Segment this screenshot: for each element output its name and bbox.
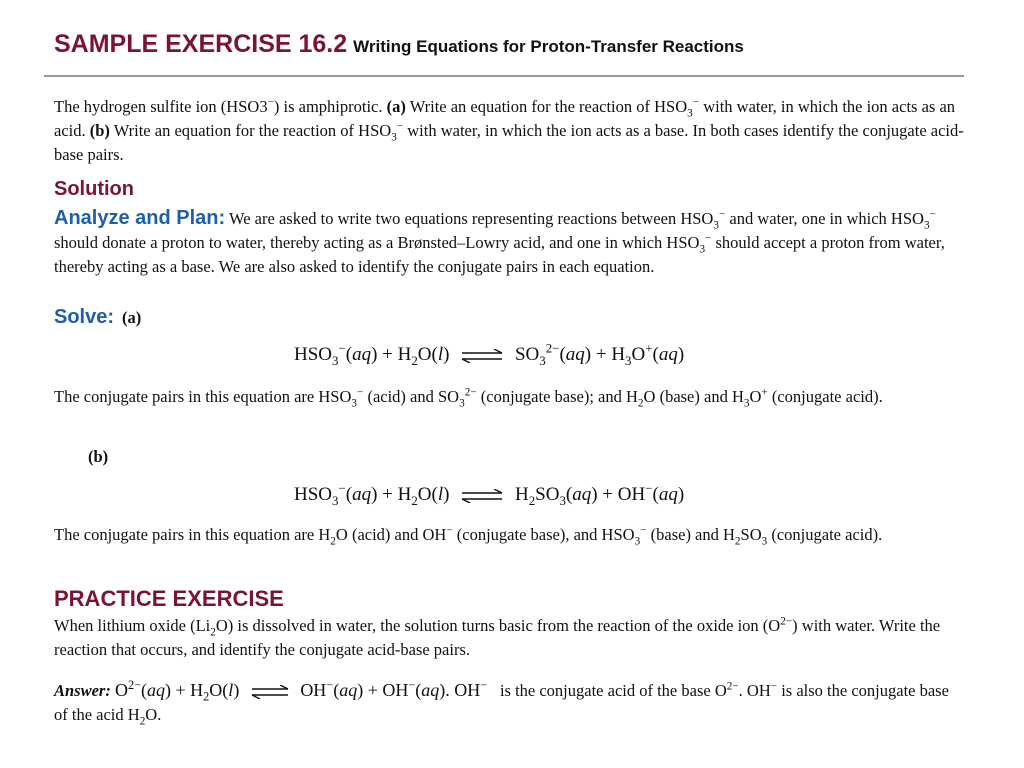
equilibrium-arrow-icon [460,349,504,363]
answer-equation: $O^{2-}(aq) + H_2O(l) OH^-(aq) + OH^-(aq)$. OH− [114,678,488,704]
solve-line [54,306,141,329]
equilibrium-arrow-icon [250,685,290,699]
title-subtitle: Writing Equations for Proton-Transfer Reactions [353,37,744,56]
answer-label: Answer: [54,681,111,700]
header-divider [44,75,964,77]
practice-heading: PRACTICE EXERCISE [54,586,284,611]
part-b-label: (b) [88,447,109,466]
conjugate-pairs-b: The conjugate pairs in this equation are $H_2O$ (acid) and OH− (conjugate base), and $HSO_3^-$ (base) and $H_2SO_3$ (conjugate acid). [54,524,883,548]
equation-b: $HSO_3^-(aq) + H_2O(l) H_2SO_3(aq) + OH^-(aq)$ [294,480,685,508]
equilibrium-arrow-icon [460,489,504,503]
title-number: SAMPLE EXERCISE 16.2 [54,30,348,58]
exercise-title [54,30,744,59]
analyze-plan-paragraph: Analyze and Plan: We are asked to write two equations representing reactions between $HSO_3^-$ and water, one in which $HSO_3^-$ should donate a proton to water, thereby acting as a Brønsted–Lowry acid, and one in which $HSO_3^-$ should accept a proton from water, thereby acting as a base. We are also asked to identify the conjugate pairs in each equation. [54,207,945,276]
conjugate-pairs-a: The conjugate pairs in this equation are $HSO_3^-$ (acid) and $SO_3^{2-}$ (conjugate base); and $H_2O$ (base) and $H_3O^+$ (conjugate acid). [54,386,883,410]
solve-label: Solve: [54,306,115,328]
practice-statement: When lithium oxide $(Li_2O)$ is dissolved in water, the solution turns basic from the reaction of the oxide ion $(O^{2-})$ with water. Write the reaction that occurs, and identify the conjugate acid-base pairs. [54,615,941,659]
problem-statement: The hydrogen sulfite ion (HSO3−) is amphiprotic. (a) Write an equation for the reaction of $HSO_3^-$ with water, in which the ion acts as an acid. (b) Write an equation for the reaction of $HSO_3^-$ with water, in which the ion acts as a base. In both cases identify the conjugate acid-base pairs. [54,96,964,164]
solution-heading: Solution [54,178,134,200]
answer-paragraph: Answer: $O^{2-}(aq) + H_2O(l) OH^-(aq) + OH^-(aq)$. OH− is the conjugate acid of the base $O^{2-}$. OH− is also the conjugate base of the acid $H_2O$. [54,678,949,728]
analyze-plan-label: Analyze and Plan: [54,207,226,229]
equation-a: $HSO_3^-(aq) + H_2O(l) SO_3^{2-}(aq) + H_3O^+(aq)$ [294,340,685,368]
part-a-label: (a) [122,308,142,327]
